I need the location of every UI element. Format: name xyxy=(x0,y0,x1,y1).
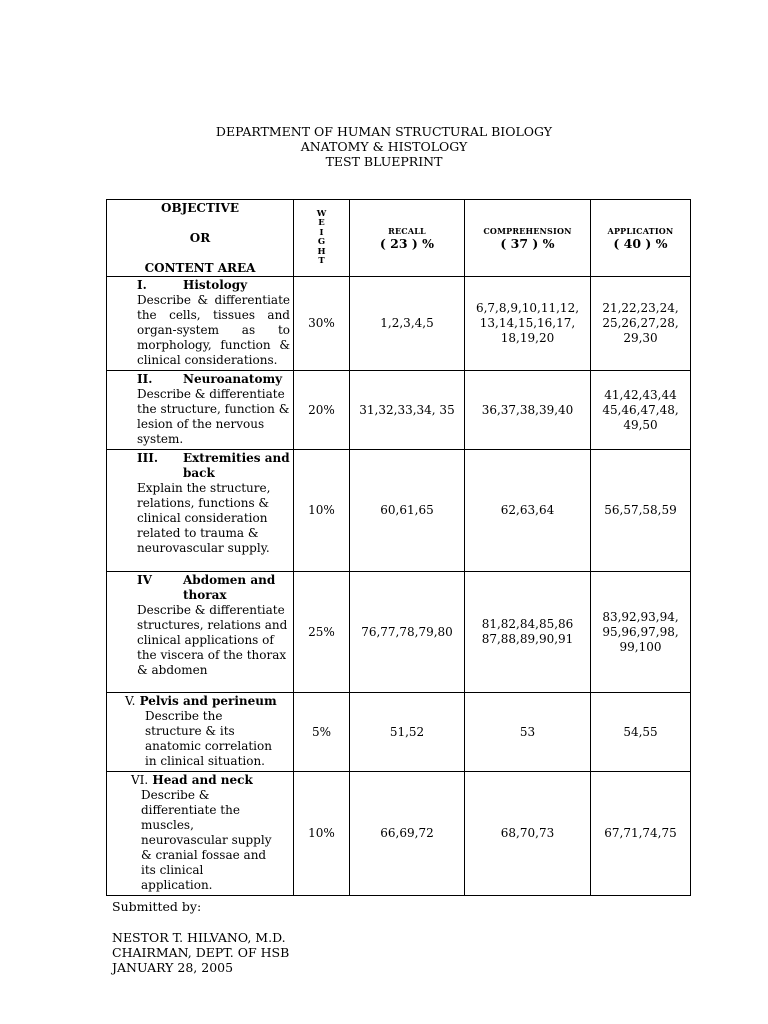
objective-cell xyxy=(107,772,294,896)
table-row xyxy=(107,450,691,572)
objective-description: Describe & differentiate structures, relations and clinical applications of the viscera of the thorax & abdomen xyxy=(137,603,288,677)
recall-header: RECALL ( 23 ) % xyxy=(350,200,465,277)
objective-title: III. Extremities and back xyxy=(137,451,290,480)
comprehension-cell: 81,82,84,85,86 87,88,89,90,91 xyxy=(465,572,591,693)
department-title: DEPARTMENT OF HUMAN STRUCTURAL BIOLOGY xyxy=(215,124,553,139)
signatory-name: NESTOR T. HILVANO, M.D. xyxy=(112,930,286,945)
table-header-row xyxy=(107,200,691,277)
objective-cell xyxy=(107,277,294,371)
objective-title: IV Abdomen and thorax xyxy=(137,573,276,602)
comprehension-header: COMPREHENSION ( 37 ) % xyxy=(465,200,591,277)
recall-cell: 76,77,78,79,80 xyxy=(350,572,465,693)
recall-cell: 51,52 xyxy=(350,693,465,772)
recall-cell: 31,32,33,34, 35 xyxy=(350,371,465,450)
weight-cell: 10% xyxy=(294,450,350,572)
objective-header: OBJECTIVE OR CONTENT AREA xyxy=(107,200,294,277)
comprehension-cell: 53 xyxy=(465,693,591,772)
recall-cell: 1,2,3,4,5 xyxy=(350,277,465,371)
objective-description: Describe & differentiate the cells, tissues and organ-system as to morphology, function & clinical considerations. xyxy=(137,293,290,367)
subject-title: ANATOMY & HISTOLOGY xyxy=(300,139,468,154)
comprehension-cell: 6,7,8,9,10,11,12, 13,14,15,16,17, 18,19,20 xyxy=(465,277,591,371)
application-cell: 54,55 xyxy=(591,693,691,772)
application-header: APPLICATION ( 40 ) % xyxy=(591,200,691,277)
recall-cell: 60,61,65 xyxy=(350,450,465,572)
objective-description: Explain the structure, relations, functions & clinical consideration related to trauma & neurovascular supply. xyxy=(137,481,271,555)
objective-cell xyxy=(107,371,294,450)
application-cell: 21,22,23,24, 25,26,27,28, 29,30 xyxy=(591,277,691,371)
weight-cell: 5% xyxy=(294,693,350,772)
table-row xyxy=(107,693,691,772)
recall-cell: 66,69,72 xyxy=(350,772,465,896)
application-cell: 56,57,58,59 xyxy=(591,450,691,572)
weight-header: W E I G H T xyxy=(294,200,350,277)
weight-cell: 20% xyxy=(294,371,350,450)
application-cell: 41,42,43,44 45,46,47,48, 49,50 xyxy=(591,371,691,450)
application-cell: 83,92,93,94, 95,96,97,98, 99,100 xyxy=(591,572,691,693)
weight-cell: 25% xyxy=(294,572,350,693)
document-header xyxy=(0,124,768,169)
weight-cell: 30% xyxy=(294,277,350,371)
table-row xyxy=(107,772,691,896)
objective-description: Describe & differentiate the structure, function & lesion of the nervous system. xyxy=(137,387,290,446)
objective-title: I. Histology xyxy=(137,278,248,292)
objective-title: V. Pelvis and perineum xyxy=(125,694,277,708)
objective-title: II. Neuroanatomy xyxy=(137,372,283,386)
objective-title: VI. Head and neck xyxy=(131,773,253,787)
signatory-block xyxy=(112,930,289,975)
objective-cell xyxy=(107,450,294,572)
objective-cell xyxy=(107,693,294,772)
objective-description: Describe & differentiate the muscles, neurovascular supply & cranial fossae and its clinical application. xyxy=(141,788,272,892)
test-blueprint-table xyxy=(106,199,691,896)
table-row xyxy=(107,572,691,693)
comprehension-cell: 62,63,64 xyxy=(465,450,591,572)
table-row xyxy=(107,371,691,450)
signatory-position: CHAIRMAN, DEPT. OF HSB xyxy=(112,945,290,960)
application-cell: 67,71,74,75 xyxy=(591,772,691,896)
objective-description: Describe the structure & its anatomic correlation in clinical situation. xyxy=(145,709,272,768)
comprehension-cell: 68,70,73 xyxy=(465,772,591,896)
weight-cell: 10% xyxy=(294,772,350,896)
table-row xyxy=(107,277,691,371)
submitted-by-label: Submitted by: xyxy=(112,899,202,914)
blueprint-title: TEST BLUEPRINT xyxy=(325,154,443,169)
objective-cell xyxy=(107,572,294,693)
submission-date: JANUARY 28, 2005 xyxy=(112,960,234,975)
comprehension-cell: 36,37,38,39,40 xyxy=(465,371,591,450)
